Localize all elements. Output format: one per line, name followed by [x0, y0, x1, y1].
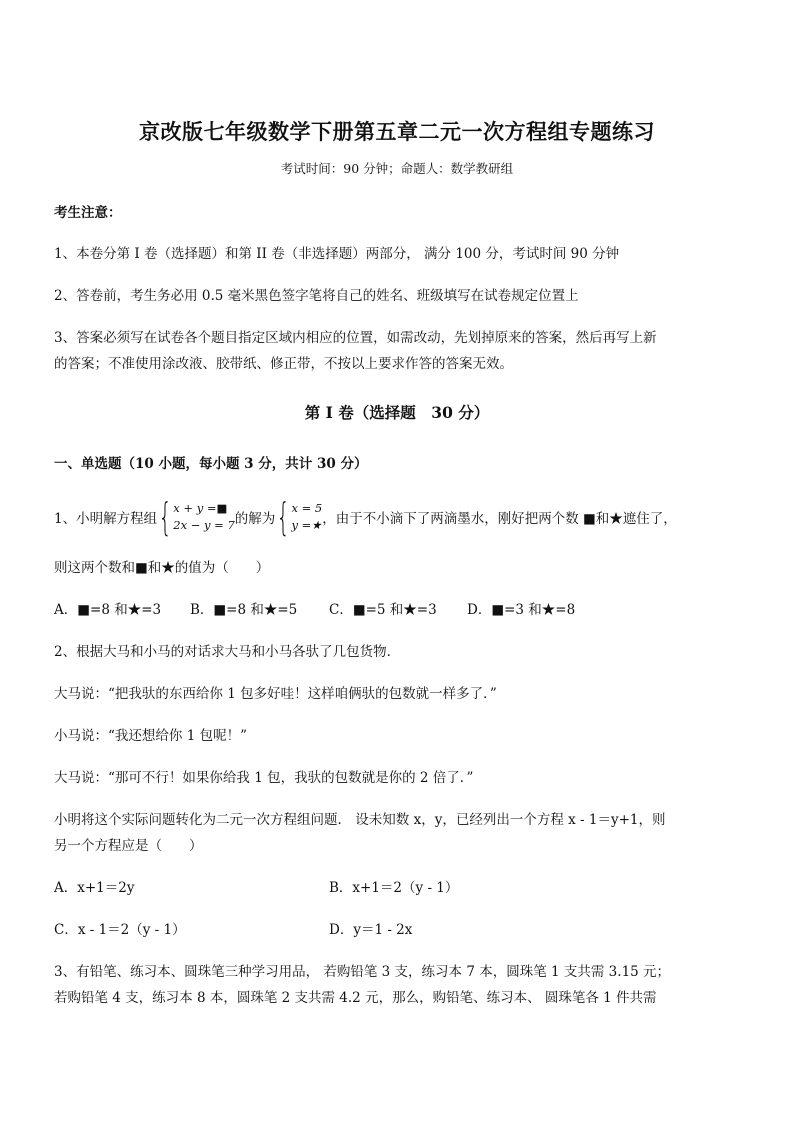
- q2-option-d[interactable]: D．y＝1 - 2x: [329, 922, 413, 938]
- section-title: 第 I 卷（选择题 30 分）: [304, 403, 490, 422]
- question-1-line-1: [54, 495, 677, 539]
- q1-suffix: ，由于不小滴下了两滴墨水，刚好把两个数 ■和★遮住了，: [322, 511, 677, 527]
- notice-item-3: 3、答案必须写在试卷各个题目指定区域内相应的位置，如需改动，先划掉原来的答案，然后再写上新: [54, 330, 657, 346]
- question-1-line-2: 则这两个数和■和★的值为（ ）: [54, 560, 270, 576]
- notice-item-1: 1、本卷分第 I 卷（选择题）和第 II 卷（非选择题）两部分， 满分 100 分，考试时间 90 分钟: [54, 246, 620, 262]
- q1-option-c[interactable]: C．■=5 和★=3: [329, 602, 437, 618]
- q2-option-b[interactable]: B．x+1＝2（y - 1）: [329, 880, 459, 896]
- notice-item-2: 2、答卷前，考生务必用 0.5 毫米黑色签字笔将自己的姓名、班级填写在试卷规定位置上: [54, 288, 579, 304]
- q1-option-a[interactable]: A．■=8 和★=3: [54, 602, 162, 618]
- q1-sys2-row2: y =★: [291, 518, 322, 532]
- q1-system-2: {x = 5 y =★: [276, 495, 323, 539]
- q1-sys2-row1: x = 5: [291, 501, 323, 515]
- q2-option-a[interactable]: A．x+1＝2y: [54, 880, 135, 896]
- q1-mid: 的解为: [234, 511, 276, 527]
- notice-heading: 考生注意：: [54, 205, 122, 221]
- q2-dialogue-2: 小马说：“我还想给你 1 包呢！”: [54, 728, 247, 744]
- page-title: 京改版七年级数学下册第五章二元一次方程组专题练习: [139, 119, 655, 144]
- q2-paragraph-1: 小明将这个实际问题转化为二元一次方程组问题． 设未知数 x，y，已经列出一个方程 x - 1＝y+1，则: [54, 812, 666, 828]
- q1-option-d[interactable]: D．■=3 和★=8: [467, 602, 576, 618]
- q1-option-b[interactable]: B．■=8 和★=5: [190, 602, 298, 618]
- q2-paragraph-2: 另一个方程应是（ ）: [54, 838, 203, 854]
- notice-item-3-cont: 的答案；不准使用涂改液、胶带纸、修正带，不按以上要求作答的答案无效。: [54, 356, 513, 372]
- q1-sys1-row2: 2x − y = 7: [173, 518, 235, 532]
- q1-system-1: {x + y =■ 2x − y = 7: [158, 495, 235, 539]
- q2-option-c[interactable]: C．x - 1＝2（y - 1）: [54, 922, 186, 938]
- exam-info: 考试时间：90 分钟；命题人：数学教研组: [280, 161, 514, 176]
- q2-dialogue-3: 大马说：“那可不行！如果你给我 1 包，我驮的包数就是你的 2 倍了．”: [54, 770, 474, 786]
- question-2-stem: 2、根据大马和小马的对话求大马和小马各驮了几包货物．: [54, 644, 401, 660]
- question-3-line-2: 若购铅笔 4 支，练习本 8 本，圆珠笔 2 支共需 4.2 元，那么，购铅笔、练习本、 圆珠笔各 1 件共需: [54, 990, 657, 1006]
- q1-prefix: 1、小明解方程组: [54, 511, 158, 527]
- question-3-line-1: 3、有铅笔、练习本、圆珠笔三种学习用品， 若购铅笔 3 支，练习本 7 本，圆珠笔 1 支共需 3.15 元；: [54, 964, 671, 980]
- part-heading: 一、单选题（10 小题，每小题 3 分，共计 30 分）: [54, 456, 368, 472]
- q1-sys1-row1: x + y =■: [173, 501, 228, 515]
- q2-dialogue-1: 大马说：“把我驮的东西给你 1 包多好哇！这样咱俩驮的包数就一样多了．”: [54, 686, 497, 702]
